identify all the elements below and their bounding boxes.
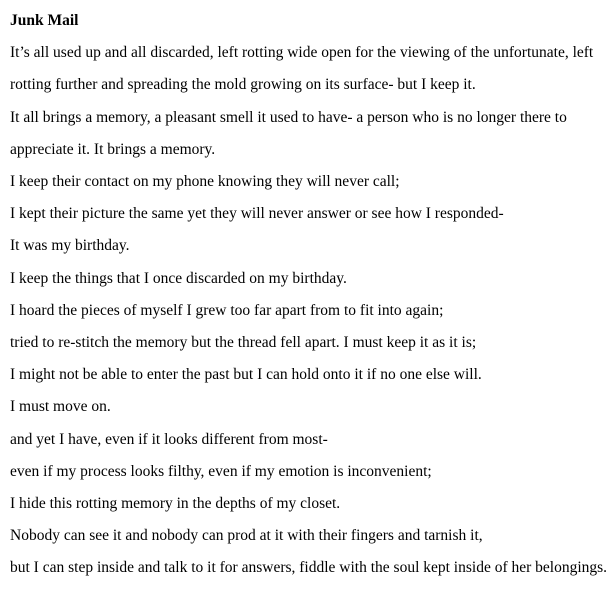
poem-line: rotting further and spreading the mold growing on its surface- but I keep it.	[10, 76, 476, 94]
poem-line: even if my process looks filthy, even if my emotion is inconvenient;	[10, 462, 432, 480]
poem-line: I must move on.	[10, 398, 111, 416]
poem-line: It was my birthday.	[10, 237, 130, 255]
poem-line: but I can step inside and talk to it for answers, fiddle with the soul kept inside of her belongings.	[10, 559, 608, 577]
document-title: Junk Mail	[10, 12, 79, 29]
poem-line: I keep the things that I once discarded on my birthday.	[10, 269, 347, 287]
poem-line: I kept their picture the same yet they will never answer or see how I responded-	[10, 205, 504, 223]
poem-line: tried to re-stitch the memory but the thread fell apart. I must keep it as it is;	[10, 334, 477, 352]
poem-line: appreciate it. It brings a memory.	[10, 140, 216, 158]
poem-line: I hide this rotting memory in the depths of my closet.	[10, 495, 341, 513]
poem-line: I might not be able to enter the past but I can hold onto it if no one else will.	[10, 366, 482, 384]
poem-line: Nobody can see it and nobody can prod at it with their fingers and tarnish it,	[10, 527, 483, 545]
poem-line: It all brings a memory, a pleasant smell it used to have- a person who is no longer there to	[10, 108, 567, 126]
poem-line: It’s all used up and all discarded, left rotting wide open for the viewing of the unfortunate, left	[10, 44, 594, 62]
poem-line: I keep their contact on my phone knowing they will never call;	[10, 173, 400, 191]
poem-line: I hoard the pieces of myself I grew too far apart from to fit into again;	[10, 301, 444, 319]
poem-line: and yet I have, even if it looks different from most-	[10, 430, 328, 448]
